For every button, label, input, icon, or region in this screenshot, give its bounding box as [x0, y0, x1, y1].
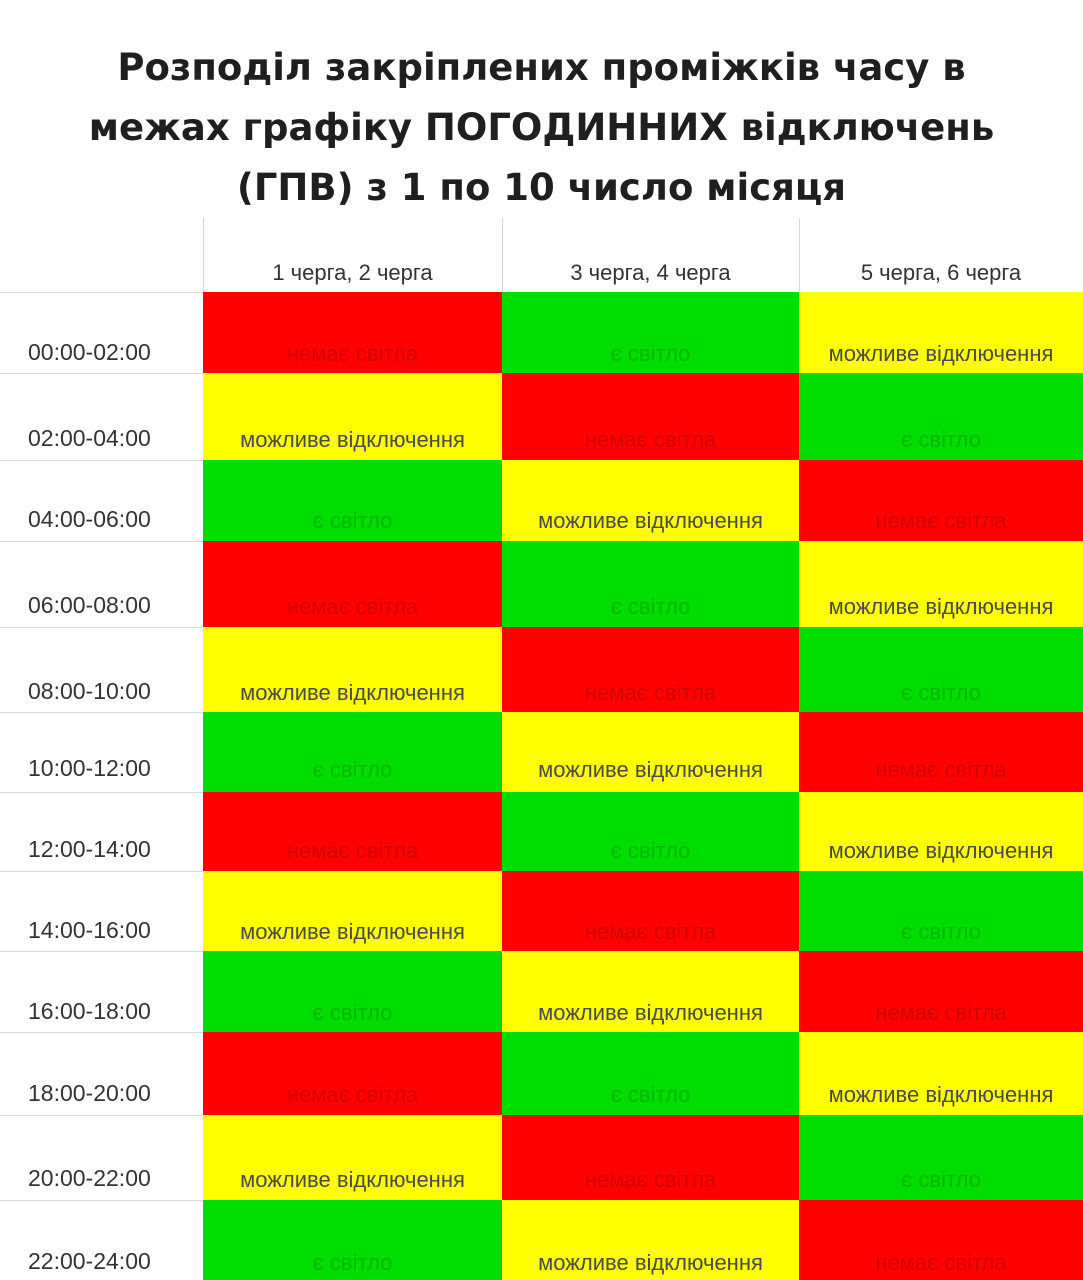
schedule-cell-green: є світло — [203, 712, 502, 792]
title-line-3: (ГПВ) з 1 по 10 число місяця — [236, 166, 847, 209]
row-divider — [0, 541, 203, 542]
column-header-1: 1 черга, 2 черга — [272, 260, 433, 285]
time-slot-label: 04:00-06:00 — [28, 506, 151, 532]
schedule-cell-green: є світло — [502, 292, 799, 373]
schedule-cell-red: немає світла — [799, 712, 1083, 792]
schedule-cell-yellow: можливе відключення — [203, 1115, 502, 1200]
schedule-cell-green: є світло — [799, 627, 1083, 712]
schedule-cell-red: немає світла — [799, 951, 1083, 1032]
time-slot-label: 16:00-18:00 — [28, 998, 151, 1024]
time-slot-label: 02:00-04:00 — [28, 425, 151, 451]
schedule-cell-red: немає світла — [502, 871, 799, 951]
schedule-cell-yellow: можливе відключення — [203, 373, 502, 460]
schedule-cell-red: немає світла — [799, 1200, 1083, 1280]
schedule-cell-yellow: можливе відключення — [203, 627, 502, 712]
schedule-cell-red: немає світла — [203, 792, 502, 871]
time-slot-label: 20:00-22:00 — [28, 1165, 151, 1191]
time-slot-label: 18:00-20:00 — [28, 1080, 151, 1106]
row-divider — [0, 292, 203, 293]
schedule-cell-green: є світло — [203, 1200, 502, 1280]
time-slot-label: 08:00-10:00 — [28, 678, 151, 704]
row-divider — [0, 627, 203, 628]
schedule-cell-red: немає світла — [502, 1115, 799, 1200]
schedule-cell-green: є світло — [799, 1115, 1083, 1200]
row-divider — [0, 460, 203, 461]
time-slot-label: 00:00-02:00 — [28, 339, 151, 365]
row-divider — [0, 871, 203, 872]
schedule-cell-green: є світло — [203, 460, 502, 541]
schedule-cell-red: немає світла — [203, 541, 502, 627]
schedule-cell-red: немає світла — [203, 1032, 502, 1115]
time-slot-label: 14:00-16:00 — [28, 917, 151, 943]
schedule-cell-red: немає світла — [502, 373, 799, 460]
schedule-cell-red: немає світла — [502, 627, 799, 712]
row-divider — [0, 373, 203, 374]
column-header-2: 3 черга, 4 черга — [570, 260, 731, 285]
page-title — [0, 38, 1083, 218]
schedule-cell-green: є світло — [502, 541, 799, 627]
schedule-cell-green: є світло — [203, 951, 502, 1032]
row-divider — [0, 1200, 203, 1201]
schedule-cell-red: немає світла — [203, 292, 502, 373]
schedule-cell-yellow: можливе відключення — [502, 460, 799, 541]
schedule-cell-yellow: можливе відключення — [502, 951, 799, 1032]
schedule-cell-yellow: можливе відключення — [799, 1032, 1083, 1115]
schedule-cell-red: немає світла — [799, 460, 1083, 541]
schedule-cell-yellow: можливе відключення — [203, 871, 502, 951]
time-slot-label: 12:00-14:00 — [28, 836, 151, 862]
title-line-1: Розподіл закріплених проміжків часу в — [117, 46, 966, 89]
row-divider — [0, 1115, 203, 1116]
schedule-cell-yellow: можливе відключення — [502, 712, 799, 792]
row-divider — [0, 712, 203, 713]
row-divider — [0, 1032, 203, 1033]
schedule-cell-yellow: можливе відключення — [502, 1200, 799, 1280]
schedule-cell-yellow: можливе відключення — [799, 292, 1083, 373]
column-header-3: 5 черга, 6 черга — [860, 260, 1022, 285]
schedule-cell-green: є світло — [502, 792, 799, 871]
schedule-cell-green: є світло — [799, 871, 1083, 951]
time-slot-label: 10:00-12:00 — [28, 755, 151, 781]
row-divider — [0, 951, 203, 952]
time-slot-label: 06:00-08:00 — [28, 592, 151, 618]
title-line-2: межах графіку ПОГОДИННИХ відключень — [88, 106, 995, 149]
schedule-cell-yellow: можливе відключення — [799, 792, 1083, 871]
time-slot-label: 22:00-24:00 — [28, 1248, 151, 1274]
schedule-cell-yellow: можливе відключення — [799, 541, 1083, 627]
schedule-cell-green: є світло — [799, 373, 1083, 460]
row-divider — [0, 792, 203, 793]
schedule-cell-green: є світло — [502, 1032, 799, 1115]
